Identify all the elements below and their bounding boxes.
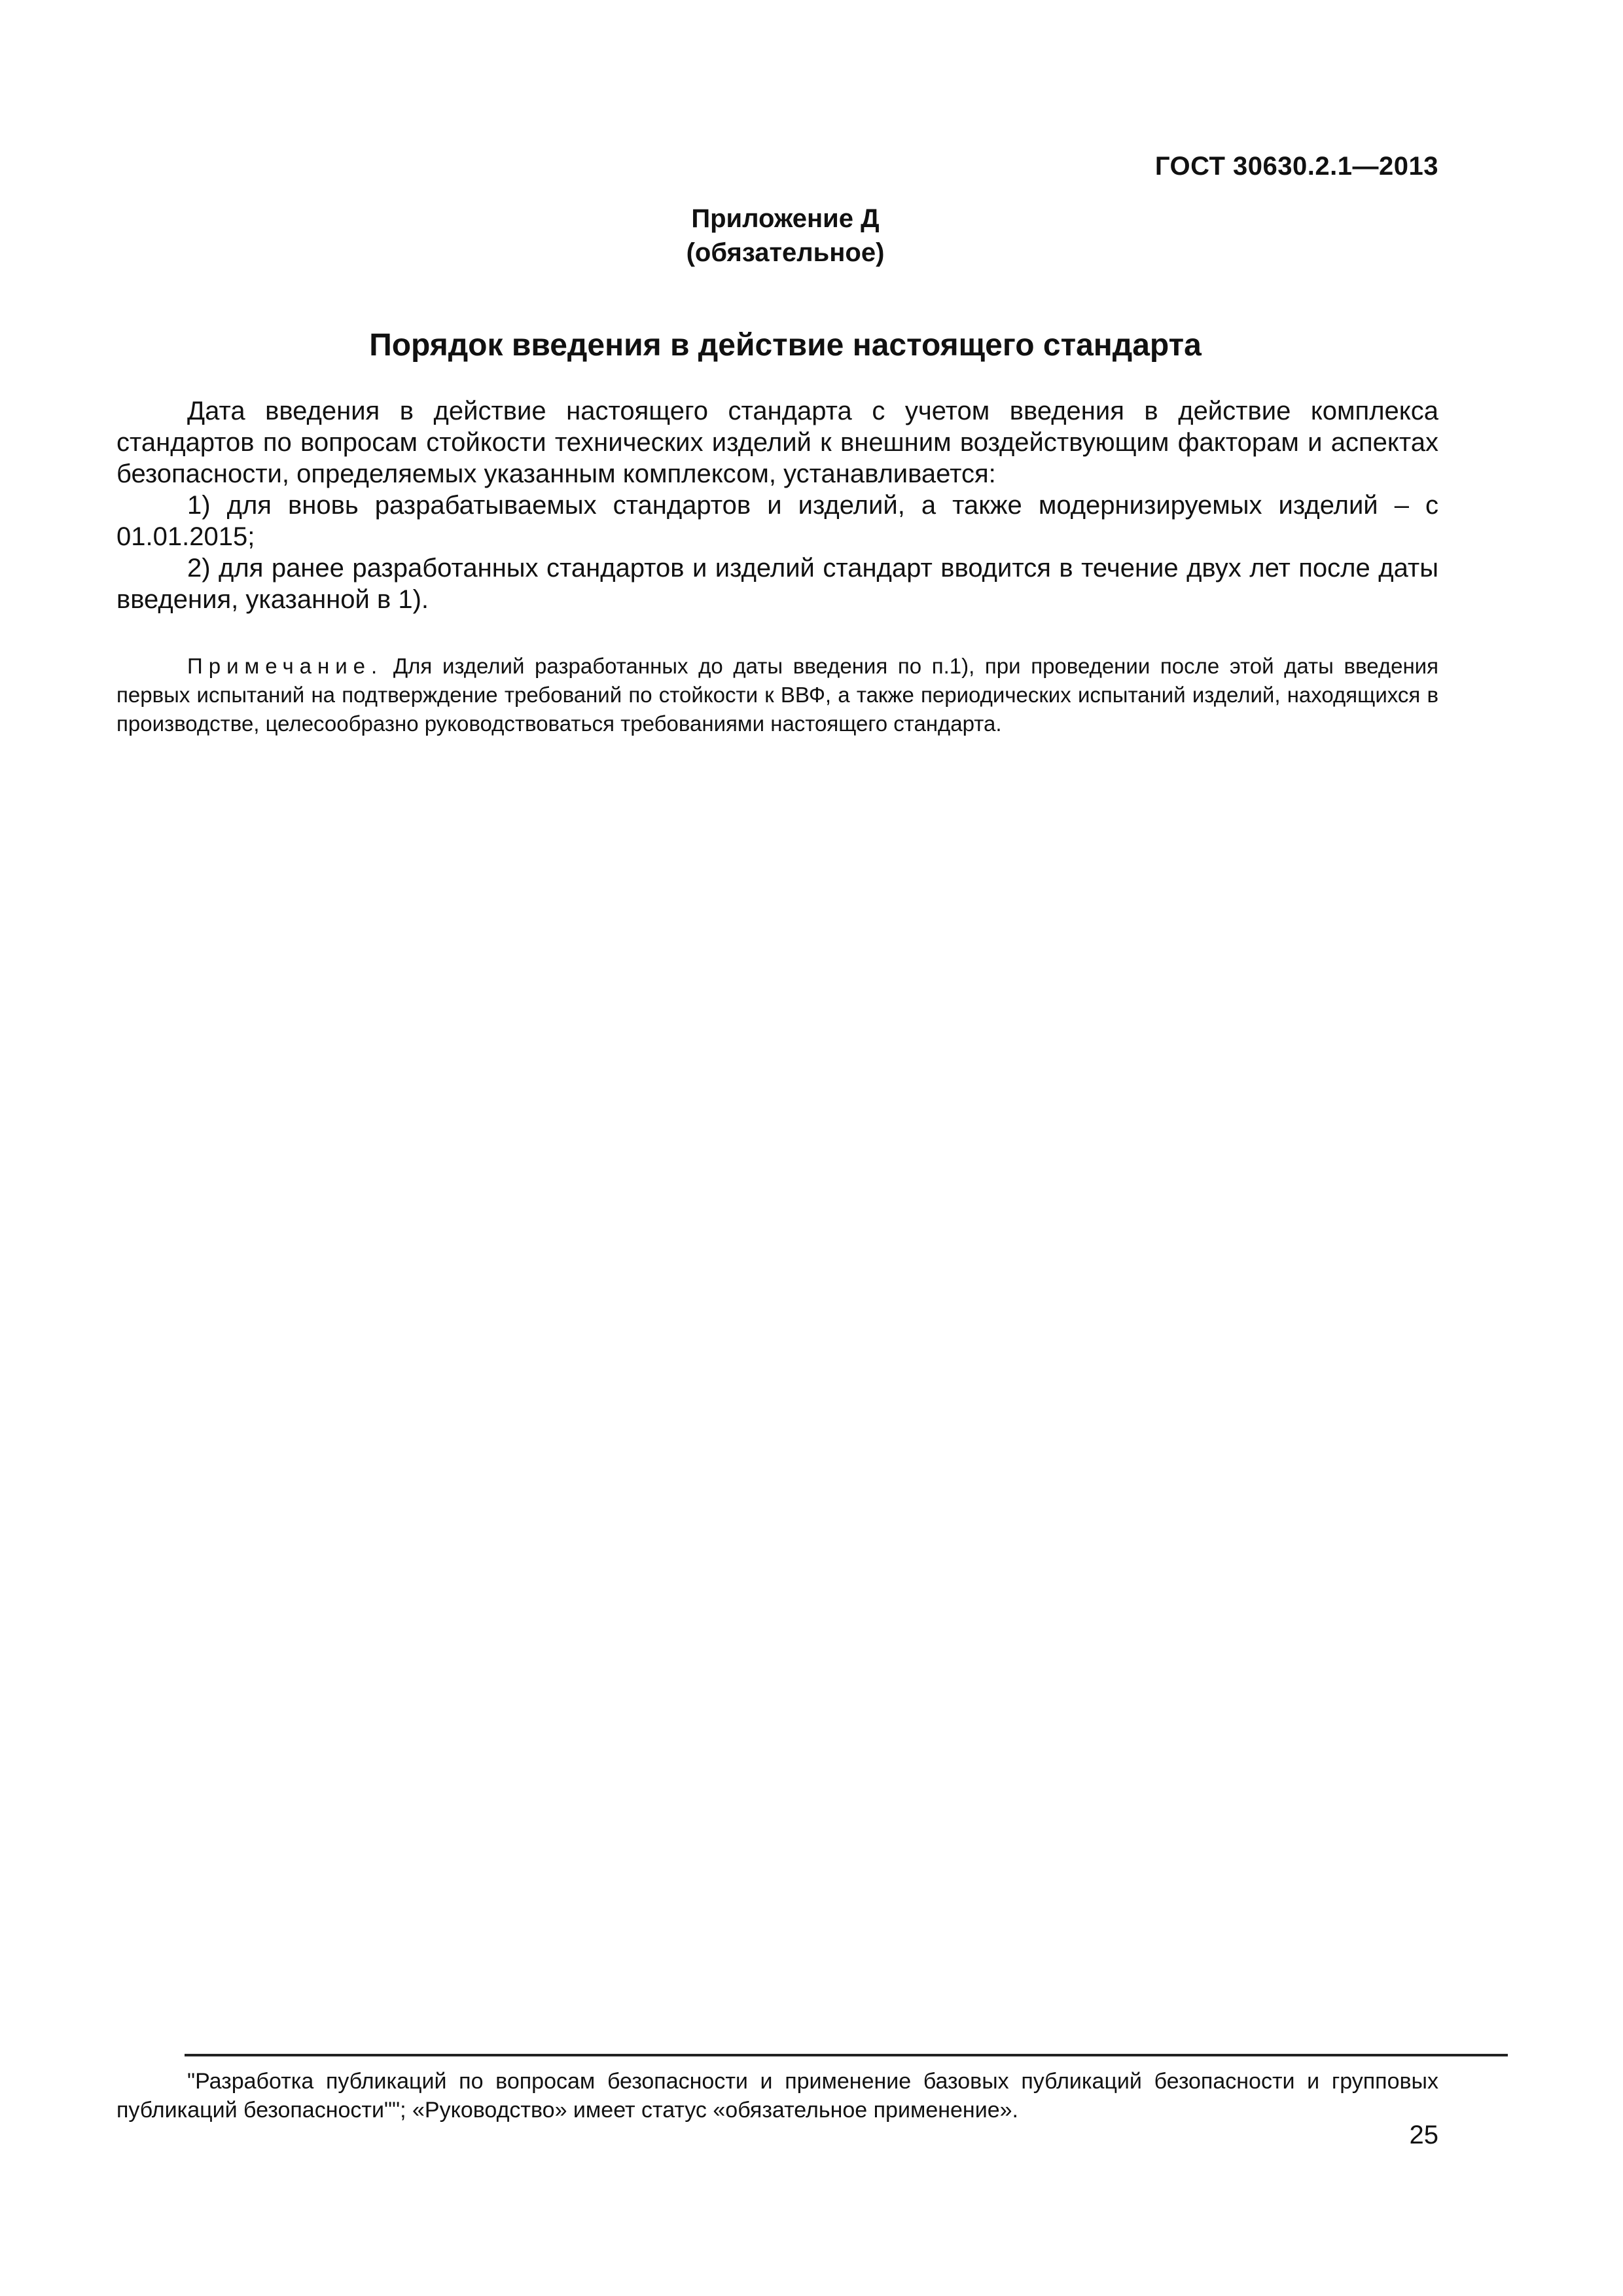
note-text: Для изделий разработанных до даты введения по п.1), при проведении после этой даты введения первых испытаний на подтверждение требований по стойкости к ВВФ, а также периодических испытаний изделий, находящихся в производстве, целесообразно руководствоваться требованиями настоящего стандарта. — [116, 654, 1438, 736]
annex-title: Приложение Д — [691, 204, 880, 233]
footnote — [116, 2067, 1438, 2125]
body-paragraph: Дата введения в действие настоящего стандарта с учетом введения в действие комплекса стандартов по вопросам стойкости технических изделий к внешним воздействующим факторам и аспектах безопасности, определяемых указанным комплексом, устанавливается: — [116, 397, 1438, 488]
footnote-divider — [185, 2054, 1508, 2056]
body-paragraph-item-2: 2) для ранее разработанных стандартов и изделий стандарт вводится в течение двух лет после даты введения, указанной в 1). — [116, 554, 1438, 614]
note-label: Примечание. — [187, 654, 383, 678]
body-paragraph-item-1: 1) для вновь разрабатываемых стандартов и изделий, а также модернизируемых изделий – с 01.01.2015; — [116, 491, 1438, 551]
body-text — [116, 395, 1438, 615]
section-title: Порядок введения в действие настоящего стандарта — [369, 328, 1202, 363]
footnote-text: "Разработка публикаций по вопросам безопасности и применение базовых публикаций безопасности и групповых публикаций безопасности""; «Руководство» имеет статус «обязательное применение». — [116, 2069, 1438, 2123]
note-paragraph — [116, 652, 1438, 738]
note — [116, 652, 1438, 738]
document-code: ГОСТ 30630.2.1—2013 — [1154, 152, 1438, 181]
annex-status: (обязательное) — [686, 238, 885, 267]
page-number: 25 — [1409, 2121, 1438, 2149]
